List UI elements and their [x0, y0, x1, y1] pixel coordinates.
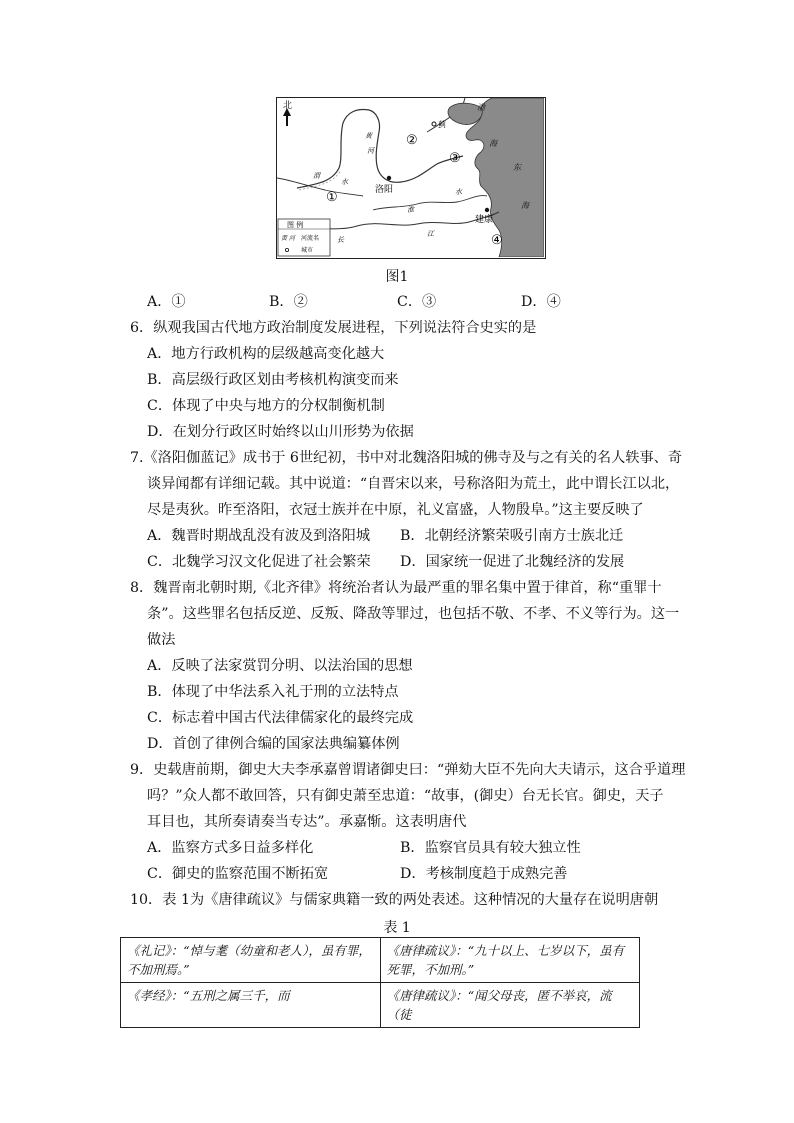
huai-river-line — [373, 196, 487, 210]
river-label-jiang: 江 — [427, 230, 434, 238]
city-dot-jiankang — [485, 208, 489, 212]
q8-option-a[interactable]: A．反映了法家赏罚分明、以法治国的思想 — [147, 658, 413, 674]
q8-option-c[interactable]: C．标志着中国古代法律儒家化的最终完成 — [147, 710, 414, 726]
legend-river-sample: 黄 河 — [281, 235, 295, 242]
q7-option-a[interactable]: A．魏晋时期战乱没有波及到洛阳城 — [147, 528, 371, 544]
q7-option-c[interactable]: C．北魏学习汉文化促进了社会繁荣 — [147, 554, 371, 570]
legend-city-label: 城市 — [301, 247, 314, 254]
q7-option-b[interactable]: B．北朝经济繁荣吸引南方士族北迁 — [400, 528, 624, 544]
table-1 — [120, 937, 640, 1028]
north-label: 北 — [283, 101, 293, 111]
q5-option-b[interactable]: B．② — [269, 294, 308, 310]
table-cell: 《唐律疏议》：“九十以上、七岁以下，虽有死罪，不加刑。” — [380, 938, 640, 983]
q7-option-d[interactable]: D．国家统一促进了北魏经济的发展 — [400, 554, 625, 570]
table-cell: 《孝经》：“五刑之属三千，而 — [121, 983, 381, 1028]
table-row — [121, 938, 640, 983]
sea-label-dong: 东 — [513, 163, 521, 172]
yellow-river-bank — [299, 170, 341, 190]
figure-caption: 图1 — [385, 269, 409, 285]
map-svg — [277, 98, 544, 257]
map-marker-3: ③ — [449, 151, 461, 166]
river-label-wei: 渭 — [313, 172, 320, 180]
legend-river-label: 河流名 — [301, 235, 320, 242]
river-label-chang: 长 — [337, 236, 344, 244]
city-label-jiankang: 建康 — [475, 215, 494, 225]
q8-stem-line-3: 做法 — [147, 632, 176, 648]
q6-option-d[interactable]: D．在划分行政区时始终以山川形势为依据 — [147, 424, 414, 440]
city-dot-ji — [432, 122, 436, 126]
sea-shading — [466, 98, 544, 257]
city-label-luoyang: 洛阳 — [375, 185, 394, 195]
q5-option-d[interactable]: D．④ — [521, 294, 561, 310]
table-cell: 《唐律疏议》：“闻父母丧，匿不举哀，流（徒 — [380, 983, 640, 1028]
q7-stem-line-1: 7.《洛阳伽蓝记》成书于 6世纪初，书中对北魏洛阳城的佛寺及与之有关的名人轶事、奇 — [130, 450, 683, 466]
q8-option-b[interactable]: B．体现了中华法系入礼于刑的立法特点 — [147, 684, 399, 700]
q6-option-a[interactable]: A．地方行政机构的层级越高变化越大 — [147, 346, 385, 362]
q6-option-c[interactable]: C．体现了中央与地方的分权制衡机制 — [147, 398, 385, 414]
q9-option-d[interactable]: D．考核制度趋于成熟完善 — [400, 866, 568, 882]
river-label-huang: 黄 — [365, 132, 372, 140]
q8-option-d[interactable]: D．首创了律例合编的国家法典编纂体例 — [147, 736, 400, 752]
legend-title: 图 例 — [287, 221, 304, 229]
table-row — [121, 983, 640, 1028]
city-dot-luoyang — [387, 176, 391, 180]
river-label-he: 河 — [367, 147, 374, 155]
q9-option-b[interactable]: B．监察官员具有较大独立性 — [400, 840, 581, 856]
river-label-shui: 水 — [341, 178, 348, 186]
q7-stem-line-3: 尽是夷狄。昨至洛阳，衣冠士族并在中原，礼义富盛，人物殷阜。”这主要反映了 — [147, 502, 644, 518]
q9-option-a[interactable]: A．监察方式多日益多样化 — [147, 840, 314, 856]
q8-stem-line-1: 8．魏晋南北朝时期,《北齐律》将统治者认为最严重的罪名集中置于律首，称“重罪十 — [130, 580, 662, 596]
q9-stem-line-3: 耳目也，其所奏请奏当专达”。承嘉惭。这表明唐代 — [147, 814, 467, 830]
sea-label-hai2: 海 — [521, 201, 529, 210]
river-label-shui2: 水 — [455, 188, 462, 196]
table-caption: 表 1 — [383, 920, 411, 936]
map-marker-4: ④ — [491, 233, 503, 248]
q10-stem: 10．表 1为《唐律疏议》与儒家典籍一致的两处表述。这种情况的大量存在说明唐朝 — [130, 892, 659, 908]
table-cell: 《礼记》：“悼与耄（幼童和老人），虽有罪，不加刑焉。” — [121, 938, 381, 983]
q8-stem-line-2: 条”。这些罪名包括反逆、反叛、降敌等罪过，也包括不敬、不孝、不义等行为。这一 — [147, 606, 680, 622]
sea-label-hai1: 海 — [489, 139, 497, 148]
wei-river-line — [277, 178, 363, 196]
q9-stem-line-2: 吗？”众人都不敢回答，只有御史萧至忠道：“故事，(御史）台无长官。御史，天子 — [147, 788, 664, 804]
sea-label-bo: 渤 — [477, 103, 485, 112]
history-map — [276, 97, 546, 259]
q6-stem: 6．纵观我国古代地方政治制度发展进程，下列说法符合史实的是 — [130, 320, 537, 336]
q6-option-b[interactable]: B．高层级行政区划由考核机构演变而来 — [147, 372, 399, 388]
q7-stem-line-2: 谈异闻都有详细记载。其中说道：“自晋宋以来，号称洛阳为荒土，此中谓长江以北， — [147, 476, 680, 492]
city-label-ji: 蓟 — [438, 120, 446, 129]
map-marker-2: ② — [406, 133, 418, 148]
q9-option-c[interactable]: C．御史的监察范围不断拓宽 — [147, 866, 329, 882]
q5-option-c[interactable]: C．③ — [397, 294, 437, 310]
q9-stem-line-1: 9．史载唐前期，御史大夫李承嘉曾谓诸御史曰：“弹劾大臣不先向大夫请示，这合乎道理 — [130, 762, 686, 778]
map-marker-1: ① — [326, 190, 338, 205]
river-label-huai: 淮 — [407, 206, 414, 214]
q5-option-a[interactable]: A．① — [147, 294, 186, 310]
